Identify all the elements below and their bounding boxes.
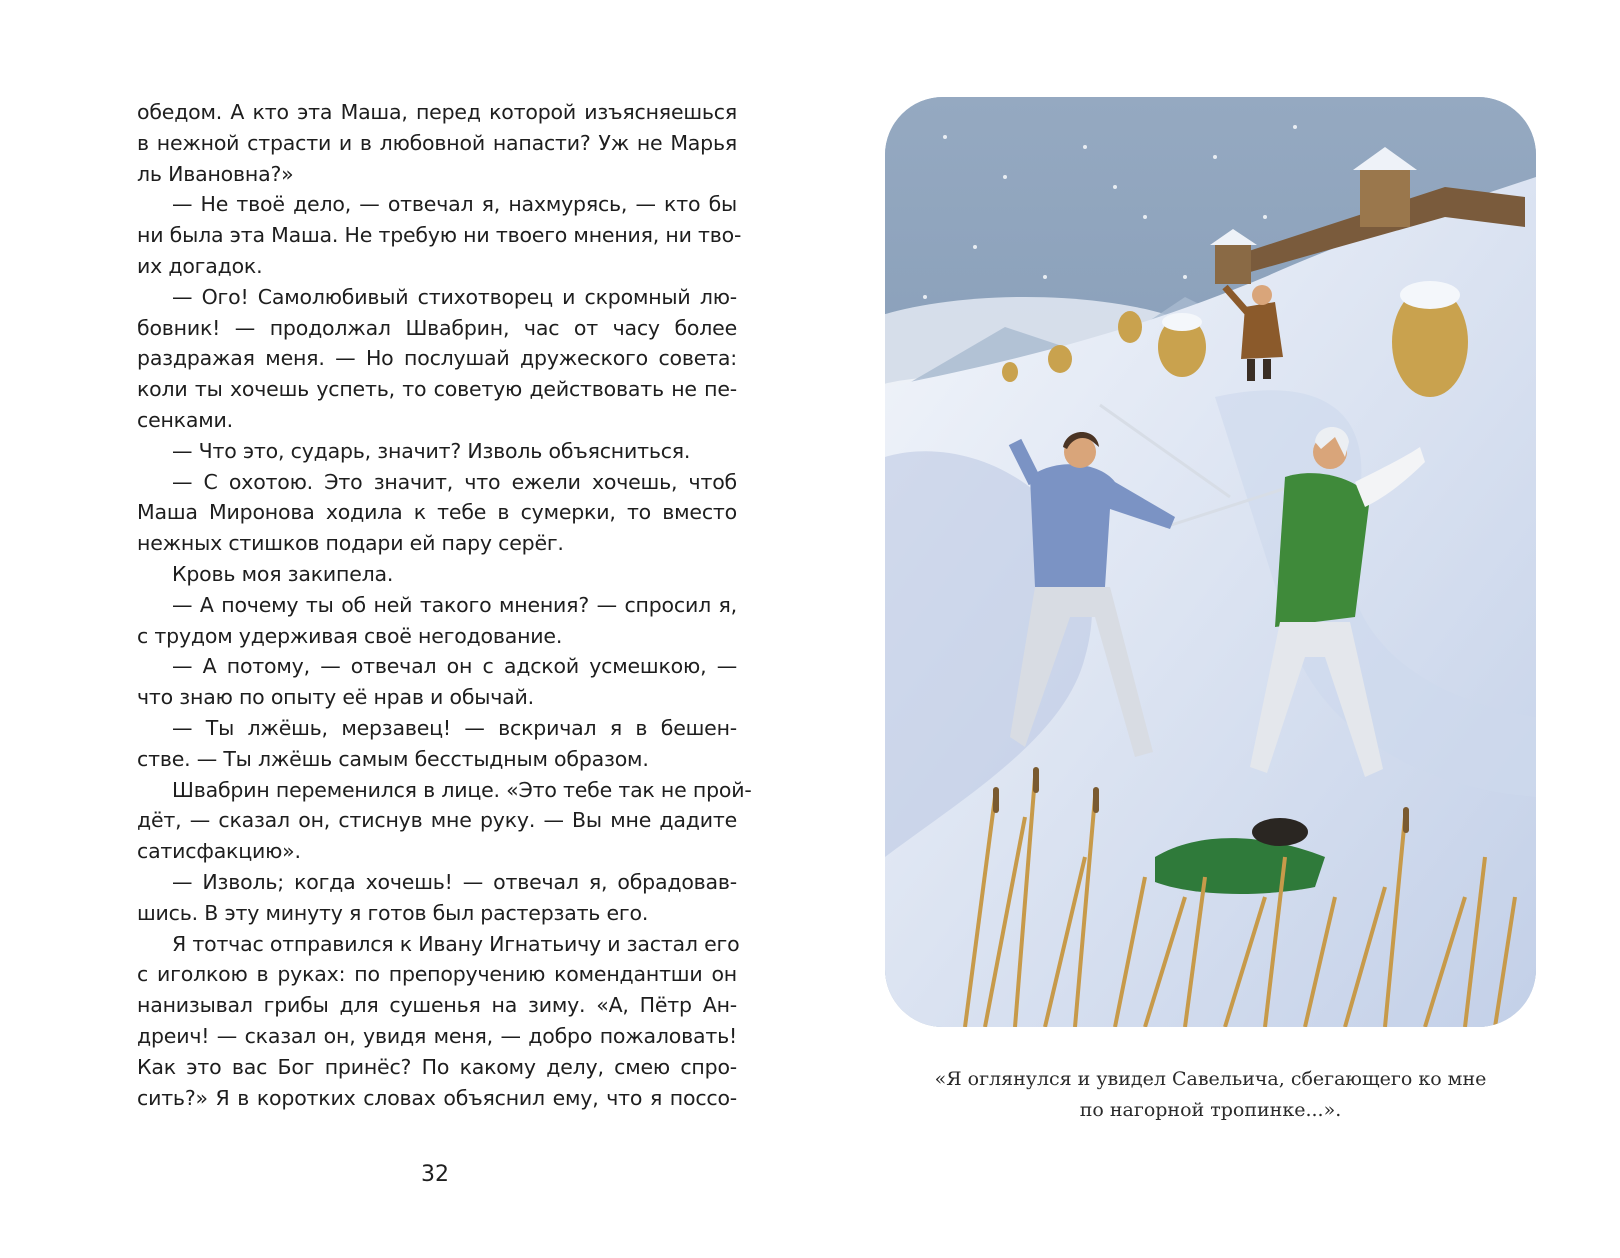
text-line: Швабрин переменился в лице. «Это тебе так не прой-: [172, 777, 752, 802]
text-line: ль Ивановна?»: [137, 161, 294, 186]
text-line: с иголкою в руках: по препоручению комендантши он: [137, 962, 737, 987]
text-line: сатисфакцию».: [137, 839, 301, 864]
text-line: — Что это, сударь, значит? Изволь объясниться.: [172, 438, 691, 463]
text-line: дреич! — сказал он, увидя меня, — добро пожаловать!: [137, 1023, 737, 1048]
text-line: Я тотчас отправился к Ивану Игнатьичу и застал его: [172, 931, 740, 956]
page-number: 32: [421, 1162, 449, 1187]
text-line: с трудом удерживая своё негодование.: [137, 623, 563, 648]
text-line: в нежной страсти и в любовной напасти? Уж не Марья: [137, 130, 737, 155]
text-line: — А потому, — отвечал он с адской усмешкою, —: [172, 654, 737, 679]
caption-line-2: по нагорной тропинке...».: [1079, 1099, 1342, 1121]
text-line: дёт, — сказал он, стиснув мне руку. — Вы мне дадите: [137, 808, 737, 833]
text-line: что знаю по опыту её нрав и обычай.: [137, 685, 534, 710]
text-line: — Ты лжёшь, мерзавец! — вскричал я в бешен-: [172, 715, 737, 740]
duel-illustration: [885, 97, 1536, 1027]
text-line: Кровь моя закипела.: [172, 561, 394, 586]
text-line: их догадок.: [137, 253, 263, 278]
text-line: раздражая меня. — Но послушай дружеского совета:: [137, 346, 737, 371]
text-line: стве. — Ты лжёшь самым бесстыдным образом.: [137, 746, 649, 771]
text-line: — Изволь; когда хочешь! — отвечал я, обрадовав-: [172, 869, 737, 894]
text-line: сенками.: [137, 407, 233, 432]
winter-duel-scene: [885, 97, 1536, 1027]
text-line: обедом. А кто эта Маша, перед которой изъясняешься: [137, 100, 737, 124]
caption-line-1: «Я оглянулся и увидел Савельича, сбегающего ко мне: [934, 1068, 1487, 1090]
text-line: — Не твоё дело, — отвечал я, нахмурясь, — кто бы: [172, 192, 737, 217]
text-line: Маша Миронова ходила к тебе в сумерки, то вместо: [137, 500, 737, 525]
text-line: — Ого! Самолюбивый стихотворец и скромный лю-: [172, 284, 737, 309]
text-line: сить?» Я в коротких словах объяснил ему, что я поссо-: [137, 1085, 737, 1110]
text-line: — С охотою. Это значит, что ежели хочешь, чтоб: [172, 469, 737, 494]
text-line: коли ты хочешь успеть, то советую действовать не пе-: [137, 377, 737, 402]
text-line: Как это вас Бог принёс? По какому делу, смею спро-: [137, 1054, 737, 1079]
tricorn-hat: [1252, 818, 1308, 846]
text-line: нежных стишков подари ей пару серёг.: [137, 531, 564, 556]
text-line: — А почему ты об ней такого мнения? — спросил я,: [172, 592, 737, 617]
text-line: ни была эта Маша. Не требую ни твоего мнения, ни тво-: [137, 223, 742, 248]
illustration-caption: [885, 1064, 1536, 1126]
text-line: бовник! — продолжал Швабрин, час от часу более: [137, 315, 737, 340]
text-line: нанизывал грибы для сушенья на зиму. «А, Пётр Ан-: [137, 993, 737, 1018]
text-line: шись. В эту минуту я готов был растерзать его.: [137, 900, 649, 925]
left-page-text: [137, 97, 752, 1113]
